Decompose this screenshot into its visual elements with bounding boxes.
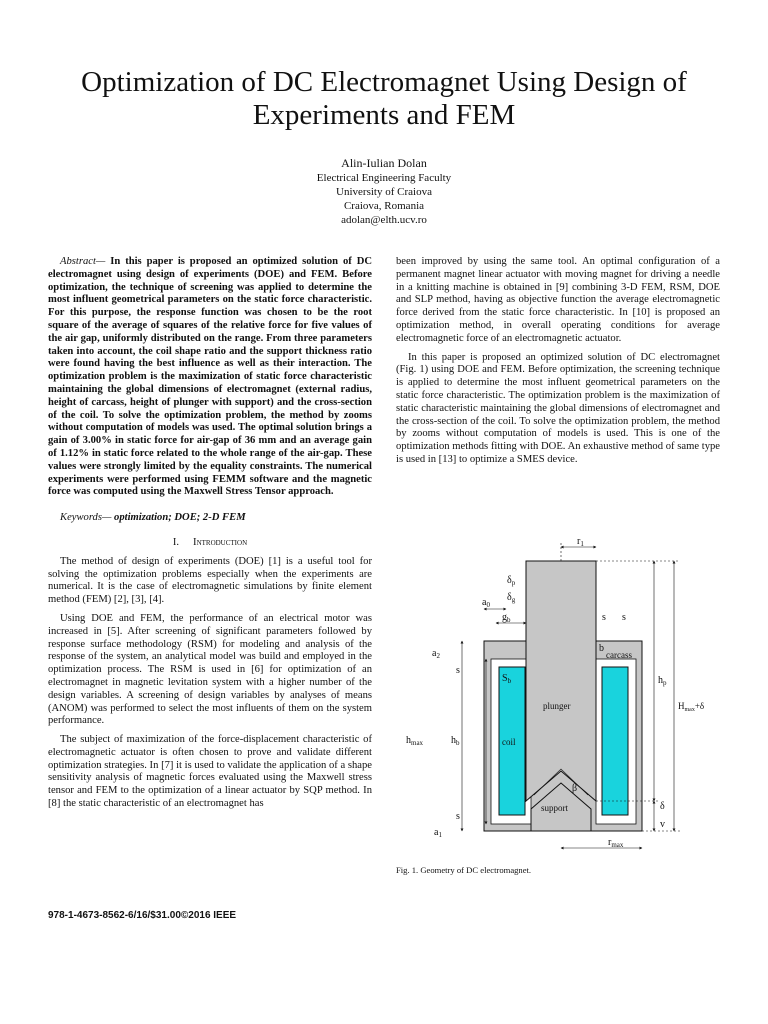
section-heading xyxy=(48,537,372,550)
paper-title: Optimization of DC Electromagnet Using Design of Experiments and FEM xyxy=(81,66,687,131)
label-r1: $r_1$ xyxy=(577,536,584,548)
label-support: support xyxy=(541,803,568,813)
left-column xyxy=(48,256,372,817)
keywords xyxy=(48,512,372,525)
author-name: Alin-Iulian Dolan xyxy=(341,156,427,170)
label-hp: $h_p$ xyxy=(658,675,667,687)
intro-paragraph-3: The subject of maximization of the force-displacement characteristic of electromagnetic actuator is often chosen to prove and validate different optimization strategies. In [7] it is used to validate the application of a shape sensitivity analysis of magnetic forces evaluated using the Maxwell stress tensor and FEM to the optimization of a linear actuator by SQP method. In [8] the static characteristic of an electromagnet has xyxy=(48,734,372,810)
intro-paragraph-1: The method of design of experiments (DOE) [1] is a useful tool for solving the optimization problems especially when the experiments are numerical. It is the case of electromagnetic simulations by finite element method (FEM) [2], [3], [4]. xyxy=(48,555,372,606)
section-title: Introduction xyxy=(193,536,248,548)
label-rmax: $r_{max}$ xyxy=(608,837,624,849)
author-email: adolan@elth.ucv.ro xyxy=(341,214,427,226)
section-number: I. xyxy=(172,536,180,548)
label-a0: $a_0$ xyxy=(482,597,490,609)
label-delta-g: $\delta_g$ xyxy=(507,592,516,604)
label-beta: β xyxy=(572,783,578,794)
label-s-top-right: s xyxy=(622,612,626,623)
abstract-lead: Abstract— xyxy=(60,256,106,267)
intro-paragraph-2: Using DOE and FEM, the performance of an electrical motor was increased in [5]. After screening of significant parameters followed by response surface methodology (RSM) for modeling and analysis of the response of the system, an analytical model was build and employed in the optimization process. The RSM is used in [6] for optimization of an electromagnet in magnetic levitation system with a higher number of the design variables. A screening of design variables by analyses of means (ANOM) was performed to select the most influents of them on the system performance. xyxy=(48,612,372,727)
figure-caption: Fig. 1. Geometry of DC electromagnet. xyxy=(396,865,532,875)
author-faculty: Electrical Engineering Faculty xyxy=(316,172,452,184)
label-carcass: carcass xyxy=(606,650,632,660)
label-hmax: $h_{max}$ xyxy=(406,735,424,747)
label-hmax-delta: $H_{max}+\delta$ xyxy=(678,701,705,713)
label-delta-p: $\delta_p$ xyxy=(507,575,516,587)
keywords-lead: Keywords— xyxy=(60,512,112,524)
label-plunger: plunger xyxy=(543,701,571,711)
electromagnet-figure xyxy=(396,533,728,861)
label-s-left: s xyxy=(456,665,460,676)
label-hb: $h_b$ xyxy=(451,735,460,747)
abstract xyxy=(48,256,372,499)
plunger-shape xyxy=(526,561,596,801)
label-gb: $g_b$ xyxy=(502,612,511,624)
abstract-text: In this paper is proposed an optimized solution of DC electromagnet using design of experiments (DOE) and FEM. Before optimization, the technique of screening was applied to determine the most influent geometrical parameters on the static force characteristic. For this purpose, the response function was chosen to be the root square of the average of squares of the relative force for five values of the air gap, uniformly distributed on the range. From three parameters taken into account, the coil shape ratio and the support thickness ratio were found having the best influence as well as their interaction. The optimization problem is the maximization of static force characteristic maintaining the global dimensions of electromagnet (external radius, height of carcass, height of plunger with support) and the cross-section of the coil. To solve the optimization problem, the method by zooms without computation of models was used. The optimal solution brings a gain of 3.00% in static force for air-gap of 36 mm and an average gain of 1.12% in static force related to the whole range of the air-gap. These values were strongly limited by the equality constraints. The numerical experiments were performed using FEMM software and the magnetic force was computed using the Maxwell Stress Tensor approach. xyxy=(48,256,372,498)
right-coil xyxy=(602,667,628,815)
label-b: b xyxy=(599,643,604,654)
label-s-top-left: s xyxy=(602,612,606,623)
right-paragraph-1: been improved by using the same tool. An optimal configuration of a permanent magnet linear actuator with moving magnet for driving a needle in a knitting machine is obtained in [9] combining 3-D FEM, RSM, DOE and SLP method, having as objective function the average electromagnetic force derived from the static force characteristic. In [10] is proposed an optimization method, in overall operating conditions for average electromagnetic force of an electromagnetic actuator. xyxy=(396,256,720,344)
label-sb: $S_b$ xyxy=(502,673,512,685)
author-block xyxy=(234,155,534,227)
label-coil: coil xyxy=(502,737,516,747)
label-a2: $a_2$ xyxy=(432,648,440,660)
author-university: University of Craiova xyxy=(336,186,432,198)
author-city: Craiova, Romania xyxy=(343,200,425,212)
label-delta: δ xyxy=(660,801,665,812)
keywords-text: optimization; DOE; 2-D FEM xyxy=(111,512,246,524)
footer-copyright: 978-1-4673-8562-6/16/$31.00©2016 IEEE xyxy=(48,910,237,921)
label-a1: $a_1$ xyxy=(434,827,442,839)
label-v: v xyxy=(660,819,665,830)
right-paragraph-2: In this paper is proposed an optimized solution of DC electromagnet (Fig. 1) using DOE and FEM. Before optimization, the screening technique is applied to determine the most influent geometrical parameters on the static force characteristic. The optimization problem is the maximization of static characteristic maintaining the global dimensions of electromagnet and the cross-section of the coil. To solve the optimization problem, the method by zooms without computation of models is used. This is one of the optimization methods fitting with DOE. An exhaustive method of same type is used in [13] to optimize a SMES device. xyxy=(396,351,720,465)
label-s-bottom: s xyxy=(456,811,460,822)
right-column xyxy=(396,256,720,473)
